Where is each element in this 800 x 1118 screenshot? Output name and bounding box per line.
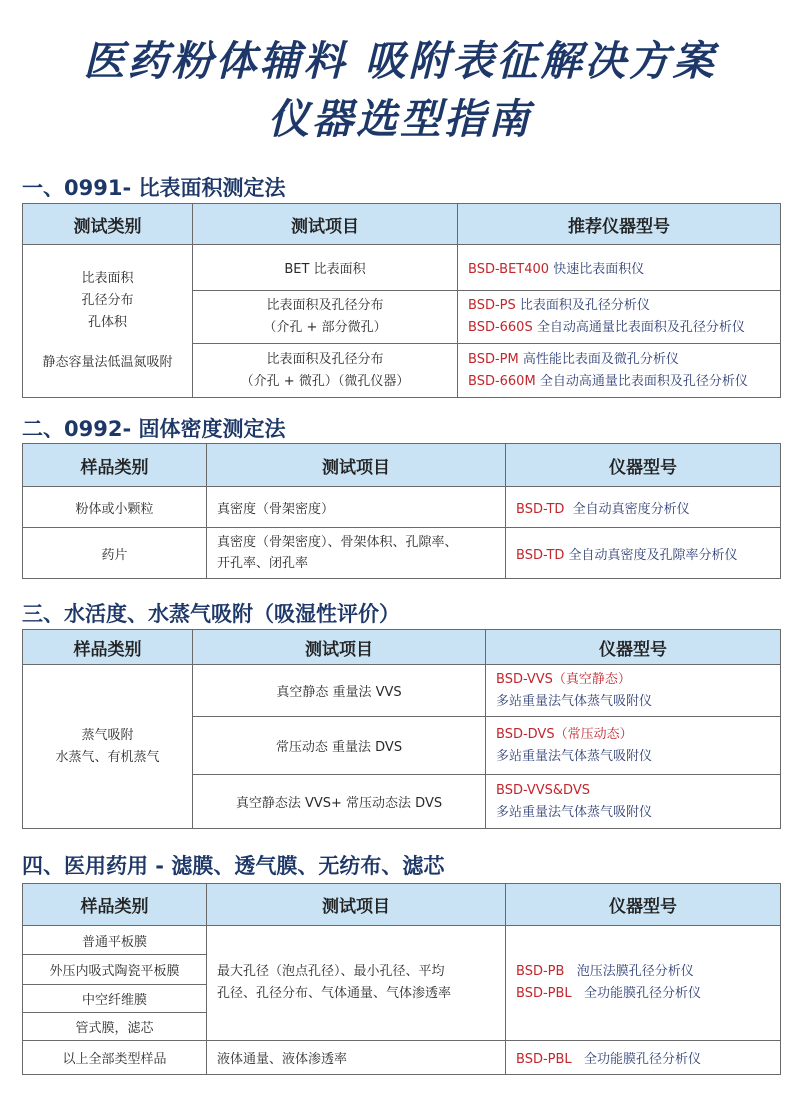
instrument-cell: [486, 775, 781, 829]
column-header: 推荐仪器型号: [458, 204, 781, 245]
test-item-label: BET 比表面积: [284, 262, 366, 277]
table-row: [23, 487, 781, 528]
test-item-cell: [193, 291, 458, 344]
page-title: 医药粉体辅料 吸附表征解决方案: [83, 37, 717, 85]
category-label: 孔体积: [87, 315, 127, 330]
section-4-table: [22, 883, 781, 1075]
instrument-cell: [506, 528, 781, 579]
section-3-table: [22, 629, 781, 829]
column-header: 测试项目: [193, 204, 458, 245]
instrument-model: BSD-TD: [516, 501, 565, 517]
section-2-table: [22, 443, 781, 579]
section-1-table: [22, 203, 781, 398]
table-header-row: [23, 884, 781, 926]
sample-category-cell: [23, 665, 193, 829]
section-1-heading: 一、0991- 比表面积测定法: [22, 176, 286, 200]
instrument-cell: [506, 926, 781, 1041]
test-item-label: 真密度（骨架密度）: [217, 501, 335, 517]
sample-category-cell: [23, 955, 207, 985]
sample-category-cell: [23, 985, 207, 1013]
instrument-model: BSD-DVS（常压动态）: [496, 726, 633, 742]
column-header: 样品类别: [23, 884, 207, 926]
instrument-model: BSD-PBL: [516, 986, 572, 1001]
test-item-label: 比表面积及孔径分布: [266, 351, 384, 367]
column-header: 测试项目: [207, 884, 506, 926]
test-item-note: （介孔 + 部分微孔）: [263, 320, 387, 335]
sample-category-cell: [23, 528, 207, 579]
instrument-model: BSD-PS: [468, 298, 516, 313]
category-label: 孔径分布: [81, 293, 134, 308]
instrument-model: BSD-660M: [468, 373, 536, 389]
table-header-row: [23, 630, 781, 665]
column-header: 样品类别: [23, 630, 193, 665]
table-header-row: [23, 444, 781, 487]
instrument-model: BSD-660S: [468, 320, 533, 335]
sample-category-label: 药片: [101, 547, 128, 563]
instrument-desc: 全自动真密度及孔隙率分析仪: [564, 547, 738, 563]
sample-category-label: 水蒸气、有机蒸气: [55, 749, 160, 765]
table-header-row: [23, 204, 781, 245]
instrument-desc: 高性能比表面及微孔分析仪: [518, 351, 679, 367]
table-row: [23, 528, 781, 579]
test-category-cell: [23, 245, 193, 398]
table-row: [23, 926, 781, 955]
instrument-cell: [506, 1041, 781, 1075]
instrument-desc: 全自动高通量比表面积及孔径分析仪: [532, 320, 745, 335]
instrument-cell: [486, 717, 781, 775]
test-item-cell: [193, 775, 486, 829]
test-item-label: 常压动态 重量法 DVS: [275, 740, 403, 755]
instrument-desc: 全自动真密度分析仪: [564, 501, 690, 517]
instrument-model: BSD-BET400: [468, 262, 550, 277]
instrument-cell: [486, 665, 781, 717]
table-row: [23, 665, 781, 717]
sample-category-label: 普通平板膜: [81, 934, 147, 950]
category-label: 比表面积: [81, 271, 134, 286]
column-header: 测试项目: [207, 444, 506, 487]
test-item-label: 真空静态 重量法 VVS: [276, 685, 402, 700]
sample-category-label: 外压内吸式陶瓷平板膜: [49, 964, 180, 979]
sample-category-label: 中空纤维膜: [81, 993, 147, 1008]
test-item-cell: [207, 1041, 506, 1075]
method-label: 静态容量法低温氮吸附: [42, 355, 173, 370]
instrument-desc: 比表面积及孔径分析仪: [515, 298, 650, 313]
instrument-model: BSD-TD: [516, 547, 565, 563]
test-item-label: 孔径、孔径分布、气体通量、气体渗透率: [217, 986, 452, 1001]
test-item-label: 真密度（骨架密度）、骨架体积、孔隙率、: [217, 535, 458, 550]
instrument-desc: 多站重量法气体蒸气吸附仪: [496, 804, 653, 820]
test-item-cell: [193, 245, 458, 291]
column-header: 测试项目: [193, 630, 486, 665]
test-item-cell: [193, 717, 486, 775]
test-item-cell: [193, 344, 458, 398]
test-item-label: 真空静态法 VVS+ 常压动态法 DVS: [235, 796, 443, 811]
instrument-model: BSD-VVS&DVS: [496, 782, 590, 798]
column-header: 仪器型号: [506, 884, 781, 926]
instrument-cell: [458, 245, 781, 291]
instrument-cell: [458, 344, 781, 398]
instrument-desc: 全自动高通量比表面积及孔径分析仪: [535, 373, 748, 389]
test-item-cell: [193, 665, 486, 717]
test-item-label: 最大孔径（泡点孔径）、最小孔径、平均: [217, 964, 445, 979]
sample-category-label: 以上全部类型样品: [62, 1052, 167, 1067]
instrument-desc: 全功能膜孔径分析仪: [571, 986, 702, 1001]
test-item-cell: [207, 926, 506, 1041]
test-item-label: 液体通量、液体渗透率: [217, 1052, 348, 1067]
column-header: 仪器型号: [486, 630, 781, 665]
test-item-note: （介孔 + 微孔）（微孔仪器）: [240, 373, 410, 389]
section-2-heading: 二、0992- 固体密度测定法: [22, 417, 286, 441]
instrument-model: BSD-PBL: [516, 1052, 572, 1067]
instrument-model: BSD-VVS（真空静态）: [496, 671, 631, 687]
table-row: [23, 1041, 781, 1075]
instrument-cell: [458, 291, 781, 344]
instrument-cell: [506, 487, 781, 528]
test-item-cell: [207, 487, 506, 528]
page-subtitle: 仪器选型指南: [268, 95, 532, 143]
sample-category-cell: [23, 1041, 207, 1075]
sample-category-cell: [23, 926, 207, 955]
sample-category-cell: [23, 487, 207, 528]
instrument-model: BSD-PB: [516, 964, 565, 979]
column-header: 仪器型号: [506, 444, 781, 487]
test-item-cell: [207, 528, 506, 579]
instrument-desc: 多站重量法气体蒸气吸附仪: [496, 748, 653, 764]
instrument-desc: 快速比表面积仪: [549, 262, 645, 277]
section-3-heading: 三、水活度、水蒸气吸附（吸湿性评价）: [22, 602, 400, 626]
instrument-desc: 多站重量法气体蒸气吸附仪: [496, 693, 653, 709]
test-item-label: 比表面积及孔径分布: [266, 298, 384, 313]
column-header: 测试类别: [23, 204, 193, 245]
sample-category-label: 管式膜，滤芯: [75, 1021, 154, 1036]
instrument-model: BSD-PM: [468, 351, 519, 367]
instrument-desc: 泡压法膜孔径分析仪: [564, 964, 694, 979]
sample-category-label: 蒸气吸附: [81, 727, 134, 743]
section-4-heading: 四、医用药用 - 滤膜、透气膜、无纺布、滤芯: [22, 854, 445, 878]
sample-category-label: 粉体或小颗粒: [75, 501, 154, 517]
test-item-label: 开孔率、闭孔率: [217, 556, 309, 571]
instrument-desc: 全功能膜孔径分析仪: [571, 1052, 702, 1067]
column-header: 样品类别: [23, 444, 207, 487]
table-row: [23, 245, 781, 291]
sample-category-cell: [23, 1013, 207, 1041]
